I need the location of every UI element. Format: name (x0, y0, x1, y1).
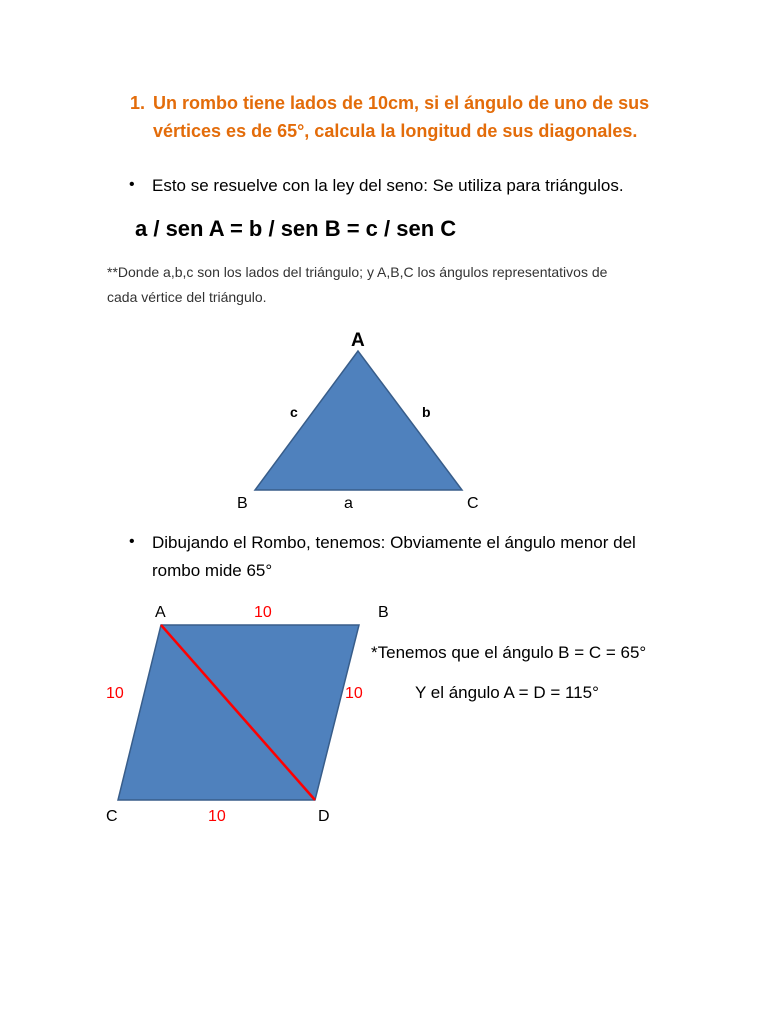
rhombus-diagram (0, 595, 420, 835)
triangle-shape (255, 351, 462, 490)
rhombus-side-top-label: 10 (254, 604, 272, 621)
note-line1: **Donde a,b,c son los lados del triángulo; y A,B,C los ángulos representativos de (107, 264, 608, 280)
bullet-marker: • (129, 533, 135, 550)
rhombus-vertex-d: D (318, 808, 330, 825)
triangle-diagram (0, 320, 768, 520)
triangle-side-a: a (344, 495, 353, 512)
rhombus-vertex-c: C (106, 808, 118, 825)
rhombus-side-bottom-label: 10 (208, 808, 226, 825)
problem-statement-line1: Un rombo tiene lados de 10cm, si el ángulo de uno de sus (153, 93, 650, 113)
rhombus-side-right-label: 10 (345, 685, 363, 702)
triangle-vertex-c: C (467, 495, 479, 512)
rhombus-vertex-b: B (378, 604, 389, 621)
problem-statement-line2: vértices es de 65°, calcula la longitud de sus diagonales. (153, 121, 638, 141)
law-of-sines-formula: a / sen A = b / sen B = c / sen C (135, 216, 457, 241)
triangle-side-b: b (422, 404, 431, 420)
rhombus-side-left-label: 10 (106, 685, 124, 702)
bullet-law-of-sines: Esto se resuelve con la ley del seno: Se utiliza para triángulos. (152, 176, 624, 195)
triangle-vertex-a: A (351, 330, 365, 351)
triangle-side-c: c (290, 404, 298, 420)
note-line2: cada vértice del triángulo. (107, 289, 267, 305)
problem-number: 1. (130, 93, 146, 113)
bullet-marker: • (129, 176, 135, 193)
angles-note-line1: *Tenemos que el ángulo B = C = 65° (371, 643, 647, 662)
bullet-rhombus-line1: Dibujando el Rombo, tenemos: Obviamente el ángulo menor del (152, 533, 636, 552)
bullet-rhombus-line2: rombo mide 65° (152, 561, 273, 580)
rhombus-vertex-a: A (155, 604, 166, 621)
angles-note-line2: Y el ángulo A = D = 115° (415, 683, 599, 702)
triangle-vertex-b: B (237, 495, 248, 512)
